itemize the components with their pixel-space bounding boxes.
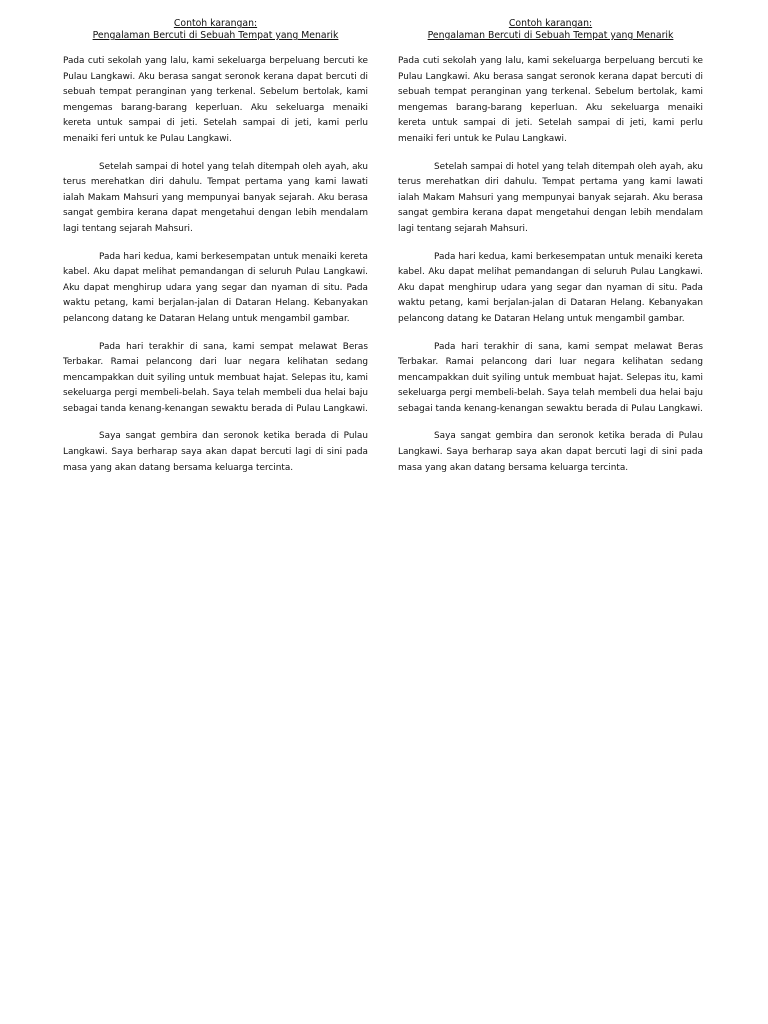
essay-title-line-2: Pengalaman Bercuti di Sebuah Tempat yang Menarik (92, 30, 339, 41)
essay-paragraph-3: Pada hari kedua, kami berkesempatan untuk menaiki kereta kabel. Aku dapat melihat pemandangan di seluruh Pulau Langkawi. Aku dapat menghirup udara yang segar dan nyaman di situ. Pada waktu petang, kami berjalan-jalan di Dataran Helang. Kebanyakan pelancong datang ke Dataran Helang untuk mengambil gambar. (63, 251, 368, 324)
essay-body (63, 54, 368, 476)
essay-title (398, 18, 703, 42)
essay-title-line-2: Pengalaman Bercuti di Sebuah Tempat yang Menarik (427, 30, 674, 41)
essay-body (398, 54, 703, 476)
essay-paragraph-2: Setelah sampai di hotel yang telah ditempah oleh ayah, aku terus merehatkan diri dahulu. Tempat pertama yang kami lawati ialah Makam Mahsuri yang mempunyai banyak sejarah. Aku berasa sangat gembira kerana dapat mengetahui dengan lebih mendalam lagi tentang sejarah Mahsuri. (63, 161, 368, 234)
essay-paragraph-3: Pada hari kedua, kami berkesempatan untuk menaiki kereta kabel. Aku dapat melihat pemandangan di seluruh Pulau Langkawi. Aku dapat menghirup udara yang segar dan nyaman di situ. Pada waktu petang, kami berjalan-jalan di Dataran Helang. Kebanyakan pelancong datang ke Dataran Helang untuk mengambil gambar. (398, 251, 703, 324)
essay-paragraph-5: Saya sangat gembira dan seronok ketika berada di Pulau Langkawi. Saya berharap saya akan dapat bercuti lagi di sini pada masa yang akan datang bersama keluarga tercinta. (63, 431, 368, 473)
essay-paragraph-4: Pada hari terakhir di sana, kami sempat melawat Beras Terbakar. Ramai pelancong dari luar negara kelihatan sedang mencampakkan duit syiling untuk membuat hajat. Selepas itu, kami sekeluarga pergi membeli-belah. Saya telah membeli dua helai baju sebagai tanda kenang-kenangan sewaktu berada di Pulau Langkawi. (63, 341, 368, 414)
essay-paragraph-2: Setelah sampai di hotel yang telah ditempah oleh ayah, aku terus merehatkan diri dahulu. Tempat pertama yang kami lawati ialah Makam Mahsuri yang mempunyai banyak sejarah. Aku berasa sangat gembira kerana dapat mengetahui dengan lebih mendalam lagi tentang sejarah Mahsuri. (398, 161, 703, 234)
essay-paragraph-4: Pada hari terakhir di sana, kami sempat melawat Beras Terbakar. Ramai pelancong dari luar negara kelihatan sedang mencampakkan duit syiling untuk membuat hajat. Selepas itu, kami sekeluarga pergi membeli-belah. Saya telah membeli dua helai baju sebagai tanda kenang-kenangan sewaktu berada di Pulau Langkawi. (398, 341, 703, 414)
essay-paragraph-1: Pada cuti sekolah yang lalu, kami sekeluarga berpeluang bercuti ke Pulau Langkawi. Aku berasa sangat seronok kerana dapat bercuti di sebuah tempat peranginan yang terkenal. Sebelum bertolak, kami mengemas barang-barang keperluan. Aku sekeluarga menaiki kereta untuk sampai di jeti. Setelah sampai di jeti, kami perlu menaiki feri untuk ke Pulau Langkawi. (63, 56, 368, 144)
essay-column-left (63, 18, 368, 488)
essay-title-line-1: Contoh karangan: (173, 18, 258, 29)
essay-title (63, 18, 368, 42)
essay-paragraph-5: Saya sangat gembira dan seronok ketika berada di Pulau Langkawi. Saya berharap saya akan dapat bercuti lagi di sini pada masa yang akan datang bersama keluarga tercinta. (398, 431, 703, 473)
essay-column-right (398, 18, 703, 488)
essay-title-line-1: Contoh karangan: (508, 18, 593, 29)
essay-paragraph-1: Pada cuti sekolah yang lalu, kami sekeluarga berpeluang bercuti ke Pulau Langkawi. Aku berasa sangat seronok kerana dapat bercuti di sebuah tempat peranginan yang terkenal. Sebelum bertolak, kami mengemas barang-barang keperluan. Aku sekeluarga menaiki kereta untuk sampai di jeti. Setelah sampai di jeti, kami perlu menaiki feri untuk ke Pulau Langkawi. (398, 56, 703, 144)
